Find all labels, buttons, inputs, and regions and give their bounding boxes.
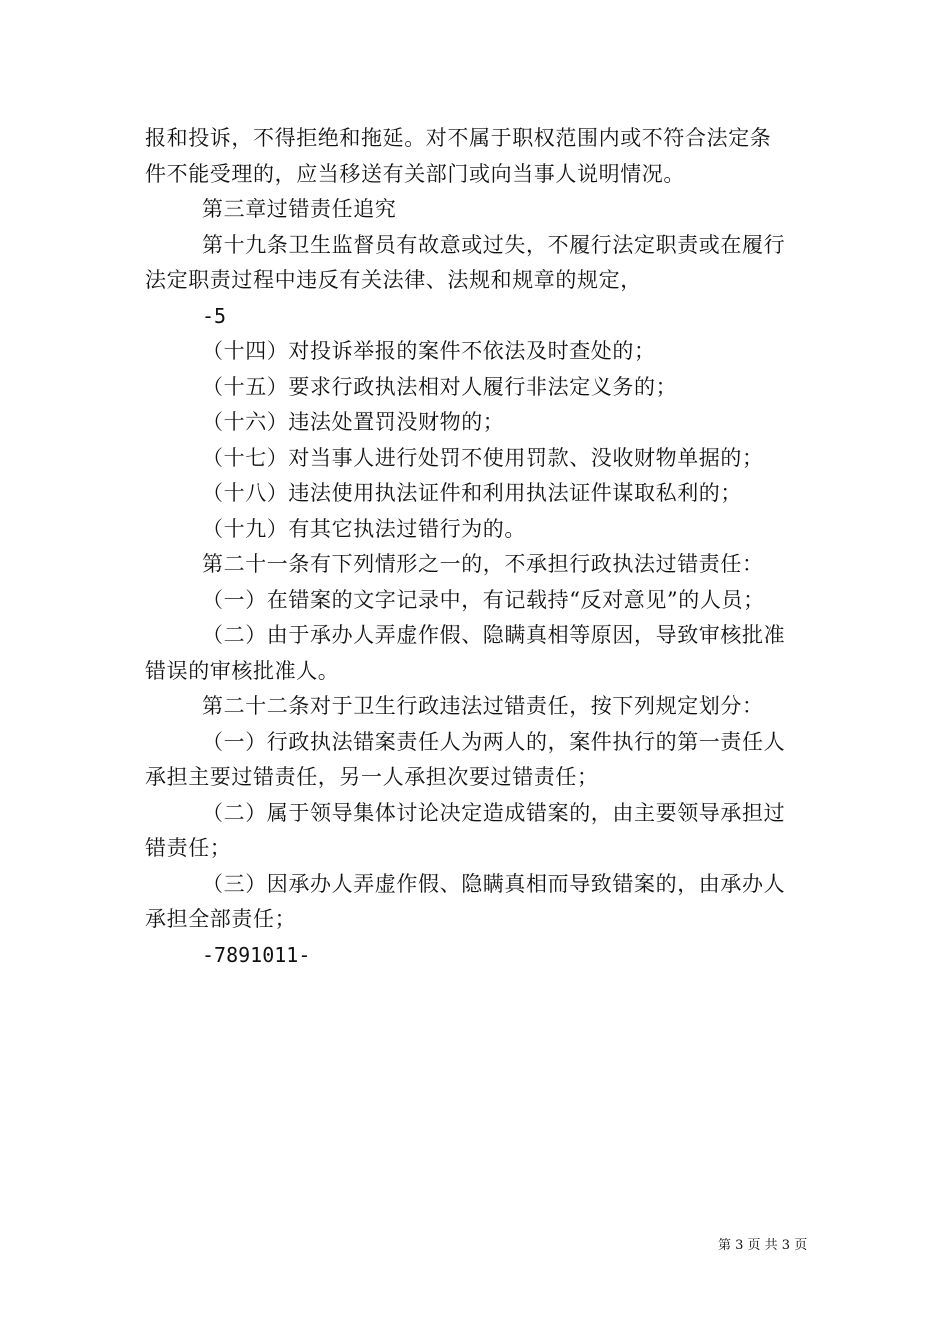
article-22-line: 第二十二条对于卫生行政违法过错责任，按下列规定划分： — [202, 694, 764, 718]
list-item: （十四）对投诉举报的案件不依法及时查处的； — [202, 339, 656, 363]
list-item: （十六）违法处置罚没财物的； — [202, 410, 505, 434]
page-fragment-marker: -7891011- — [202, 942, 311, 967]
list-item: （十八）违法使用执法证件和利用执法证件谋取私利的； — [202, 481, 742, 505]
list-item: （一）在错案的文字记录中，有记载持“反对意见”的人员； — [202, 587, 765, 612]
article-19-line: 第十九条卫生监督员有故意或过失，不履行法定职责或在履行 — [202, 232, 786, 257]
body-line: 件不能受理的，应当移送有关部门或向当事人说明情况。 — [145, 161, 685, 186]
list-item: （三）因承办人弄虚作假、隐瞒真相而导致错案的，由承办人 — [202, 871, 786, 896]
article-21-line: 第二十一条有下列情形之一的，不承担行政执法过错责任： — [202, 552, 764, 576]
document-body — [145, 121, 815, 973]
chapter-heading: 第三章过错责任追究 — [202, 197, 397, 221]
body-line: 承担主要过错责任，另一人承担次要过错责任； — [145, 765, 599, 789]
body-line: 报和投诉，不得拒绝和拖延。对不属于职权范围内或不符合法定条 — [145, 126, 772, 150]
body-line: 错误的审核批准人。 — [145, 658, 340, 683]
list-item: （二）属于领导集体讨论决定造成错案的，由主要领导承担过 — [202, 800, 786, 825]
body-line: 错责任； — [145, 836, 232, 860]
list-item: （十五）要求行政执法相对人履行非法定义务的； — [202, 374, 678, 399]
body-line: 承担全部责任； — [145, 907, 297, 931]
page-number-footer: 第 3 页 共 3 页 — [718, 1238, 808, 1253]
list-item: （十九）有其它执法过错行为的。 — [202, 516, 526, 541]
list-item: （一）行政执法错案责任人为两人的，案件执行的第一责任人 — [202, 729, 786, 754]
body-line: 法定职责过程中违反有关法律、法规和规章的规定， — [145, 268, 642, 292]
list-item: （二）由于承办人弄虚作假、隐瞒真相等原因，导致审核批准 — [202, 623, 786, 647]
list-item: （十七）对当事人进行处罚不使用罚款、没收财物单据的； — [202, 445, 764, 470]
page-fragment-marker: -5 — [202, 303, 227, 328]
